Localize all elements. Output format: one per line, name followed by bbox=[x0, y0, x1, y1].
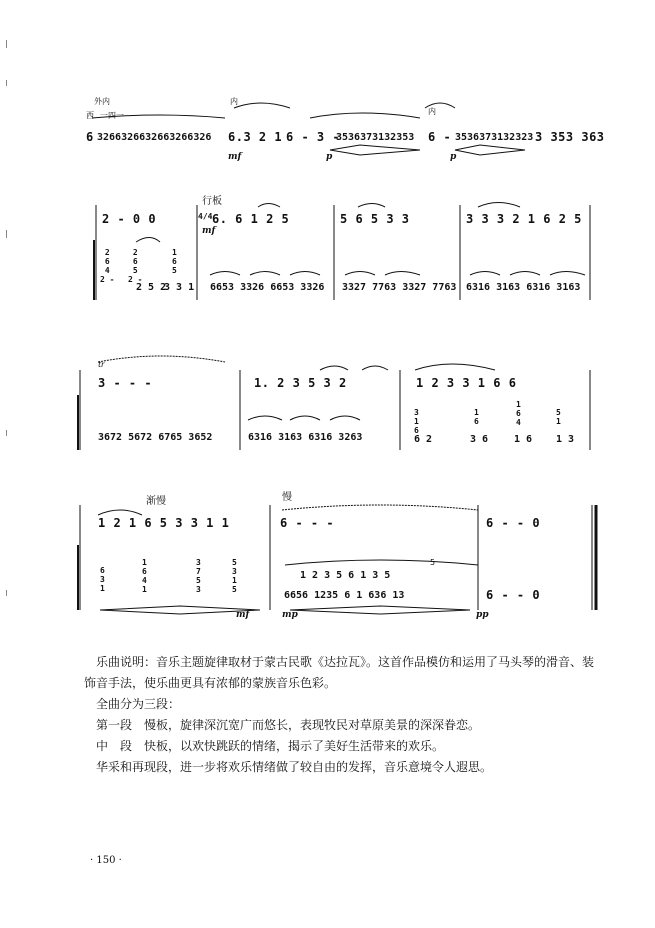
chord-stack: 1 6 4 1 bbox=[142, 558, 147, 594]
chord-stack: 2 6 4 2 - bbox=[100, 248, 115, 284]
dynamic-mark: mf bbox=[228, 152, 242, 162]
slur bbox=[234, 103, 290, 108]
melody-measure: 1 2 1 6 5 3 3 1 1 bbox=[98, 516, 230, 530]
dynamic-mark: p bbox=[450, 152, 457, 162]
chord-stack: 2 6 5 2 - bbox=[128, 248, 143, 284]
tempo-change: 慢 bbox=[282, 492, 292, 503]
melody-phrase: 6 - bbox=[428, 130, 452, 144]
chord-stack: 3 1 6 bbox=[414, 408, 419, 435]
melody-phrase: 6.3 2 1 bbox=[228, 130, 283, 144]
explanation-line: 全曲分为三段： bbox=[96, 697, 181, 711]
tuplet-number: 5 bbox=[430, 558, 436, 567]
accompaniment-measure: 6316 3163 6316 3263 bbox=[248, 432, 363, 443]
melody-measure: 1 2 3 3 1 6 6 bbox=[416, 376, 517, 390]
melody-measure: 3 - - - bbox=[98, 376, 153, 390]
chord-stack: 5 1 bbox=[556, 408, 561, 426]
chord-stack: 1 6 4 bbox=[516, 400, 521, 427]
dynamic-mark: mf bbox=[202, 226, 216, 236]
accompaniment-measure: 6656 1235 6 1 636 13 bbox=[284, 590, 405, 601]
explanation-line: 华采和再现段，进一步将欢乐情绪做了较自由的发挥，音乐意境令人遐思。 bbox=[96, 760, 493, 774]
melody-measure: 6 - - 0 bbox=[486, 516, 541, 530]
chord-stack: 5 3 1 5 bbox=[232, 558, 237, 594]
accompaniment-group: 6 2 bbox=[414, 434, 433, 445]
melody-measure: 3 3 3 2 1 6 2 5 bbox=[466, 212, 582, 226]
dynamic-mark: mf bbox=[236, 610, 250, 620]
accompaniment-group: 1 6 bbox=[514, 434, 533, 445]
melody-measure: 1. 2 3 5 3 2 bbox=[254, 376, 347, 390]
accompaniment-group: 1 3 bbox=[556, 434, 575, 445]
melody-measure: 6 - - - bbox=[280, 516, 335, 530]
explanation-line: 第一段 慢板，旋律深沉宽广而悠长，表现牧民对草原美景的深深眷恋。 bbox=[96, 718, 481, 732]
articulation-label: 西 bbox=[86, 111, 94, 120]
melody-run: 3266326632663266326 bbox=[97, 132, 212, 143]
page-number: · 150 · bbox=[90, 855, 122, 866]
hairpin bbox=[330, 145, 420, 155]
articulation-label: 内 bbox=[428, 107, 436, 116]
accompaniment-group: 2 5 2 bbox=[136, 282, 167, 293]
accompaniment-group: 3 3 1 bbox=[164, 282, 195, 293]
explanation-line: 中 段 快板，以欢快跳跃的情绪，揭示了美好生活带来的欢乐。 bbox=[96, 739, 445, 753]
melody-phrase: 6 - 3 - bbox=[286, 130, 341, 144]
articulation-label: 一四一 bbox=[100, 111, 124, 120]
tempo-mark: 行板 bbox=[202, 196, 222, 207]
accompaniment-measure: 3672 5672 6765 3652 bbox=[98, 432, 213, 443]
accompaniment-measure: 3327 7763 3327 7763 bbox=[342, 282, 457, 293]
articulation-label: 外内 bbox=[94, 97, 110, 106]
time-signature: 4/4 bbox=[198, 212, 213, 221]
accompaniment-measure: 6 - - 0 bbox=[486, 588, 541, 602]
melody-note: 6 bbox=[86, 130, 94, 144]
accompaniment-measure: 6653 3326 6653 3326 bbox=[210, 282, 325, 293]
articulation-label: 内 bbox=[230, 97, 238, 106]
explanation-line: 饰音手法，使乐曲更具有浓郁的蒙族音乐色彩。 bbox=[84, 676, 337, 690]
explanation-line: 乐曲说明：音乐主题旋律取材于蒙古民歌《达拉瓦》。这首作品模仿和运用了马头琴的滑音、装 bbox=[96, 655, 595, 669]
dynamic-mark: pp bbox=[476, 610, 489, 620]
hairpin bbox=[455, 145, 525, 155]
slur bbox=[310, 113, 420, 118]
trill-mark: tr bbox=[98, 360, 105, 369]
music-explanation bbox=[84, 652, 616, 778]
dynamic-mark: p bbox=[326, 152, 333, 162]
melody-measure: 5 6 5 3 3 bbox=[340, 212, 410, 226]
melody-run: 3536373132353 bbox=[336, 132, 415, 143]
accompaniment-upper: 1 2 3 5 6 1 3 5 bbox=[300, 570, 391, 581]
melody-run: 3536373132323 bbox=[455, 132, 534, 143]
accompaniment-group: 3 6 bbox=[470, 434, 489, 445]
melody-phrase: 3 353 363 bbox=[535, 130, 605, 144]
tempo-change: 渐慢 bbox=[146, 496, 166, 507]
dynamic-mark: mp bbox=[282, 610, 298, 620]
chord-stack: 6 3 1 bbox=[100, 566, 105, 593]
chord-stack: 1 6 bbox=[474, 408, 479, 426]
melody-measure: 6. 6 1 2 5 bbox=[212, 212, 290, 226]
melody-measure: 2 - 0 0 bbox=[102, 212, 157, 226]
accompaniment-measure: 6316 3163 6316 3163 bbox=[466, 282, 581, 293]
chord-stack: 1 6 5 bbox=[172, 248, 177, 275]
chord-stack: 3 7 5 3 bbox=[196, 558, 201, 594]
